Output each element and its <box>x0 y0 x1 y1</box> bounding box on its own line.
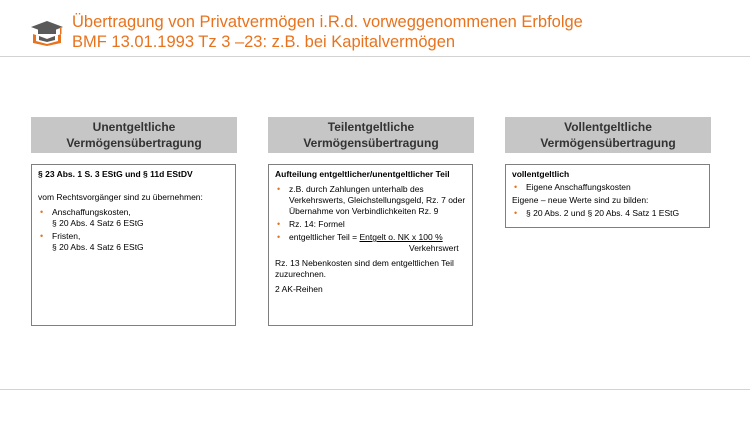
list-item <box>38 207 229 229</box>
header-vollentgeltlich <box>505 117 711 153</box>
list-item-line: • Anschaffungskosten, <box>52 207 131 217</box>
box-note: Rz. 13 Nebenkosten sind dem entgeltlichen Teil zuzurechnen. <box>275 258 454 279</box>
box-teilentgeltlich <box>268 164 473 326</box>
header-unentgeltlich <box>31 117 237 153</box>
box-heading: § 23 Abs. 1 S. 3 EStG und § 11d EStDV <box>38 169 193 179</box>
header-line-2: Vermögensübertragung <box>540 136 676 150</box>
box-intro: vom Rechtsvorgänger sind zu übernehmen: <box>38 192 203 202</box>
bottom-divider <box>0 389 750 390</box>
list-item: • Eigene Anschaffungskosten <box>512 182 703 193</box>
title-line-2: BMF 13.01.1993 Tz 3 –23: z.B. bei Kapitalvermögen <box>72 33 456 51</box>
box-intro: Eigene – neue Werte sind zu bilden: <box>512 195 649 205</box>
box-vollentgeltlich <box>505 164 710 228</box>
formula-denominator: Verkehrswert <box>409 243 459 253</box>
header-line-2: Vermögensübertragung <box>303 136 439 150</box>
formula-numerator: Entgelt o. NK x 100 % <box>359 232 443 242</box>
title-line-1: Übertragung von Privatvermögen i.R.d. vorweggenommenen Erbfolge <box>72 13 583 31</box>
list-item-line: § 20 Abs. 4 Satz 6 EStG <box>52 218 144 228</box>
graduation-cap-book-icon <box>30 20 64 46</box>
list-item <box>38 231 229 253</box>
header-line-1: Vollentgeltliche <box>564 120 652 134</box>
top-divider <box>0 56 750 57</box>
list-item-line: • Fristen, <box>52 231 81 241</box>
list-item: • § 20 Abs. 2 und § 20 Abs. 4 Satz 1 EStG <box>512 208 703 219</box>
box-heading: vollentgeltlich <box>512 169 570 179</box>
list-item-line: § 20 Abs. 4 Satz 6 EStG <box>52 242 144 252</box>
list-item: • z.B. durch Zahlungen unterhalb des Verkehrswerts, Gleichstellungsgeld, Rz. 7 oder Übernahme von Verbindlichkeiten Rz. 9 <box>275 184 466 217</box>
list-item-formula <box>275 232 466 254</box>
header-line-1: Teilentgeltliche <box>327 120 415 134</box>
header-line-2: Vermögensübertragung <box>66 136 202 150</box>
list-item: • Rz. 14: Formel <box>275 219 466 230</box>
box-heading: Aufteilung entgeltlicher/unentgeltlicher Teil <box>275 169 450 179</box>
header-line-1: Unentgeltliche <box>92 120 176 134</box>
page-title <box>72 12 583 52</box>
formula-prefix: entgeltlicher Teil = <box>289 232 360 242</box>
box-unentgeltlich <box>31 164 236 326</box>
box-footer: 2 AK-Reihen <box>275 284 323 294</box>
header-teilentgeltlich <box>268 117 474 153</box>
